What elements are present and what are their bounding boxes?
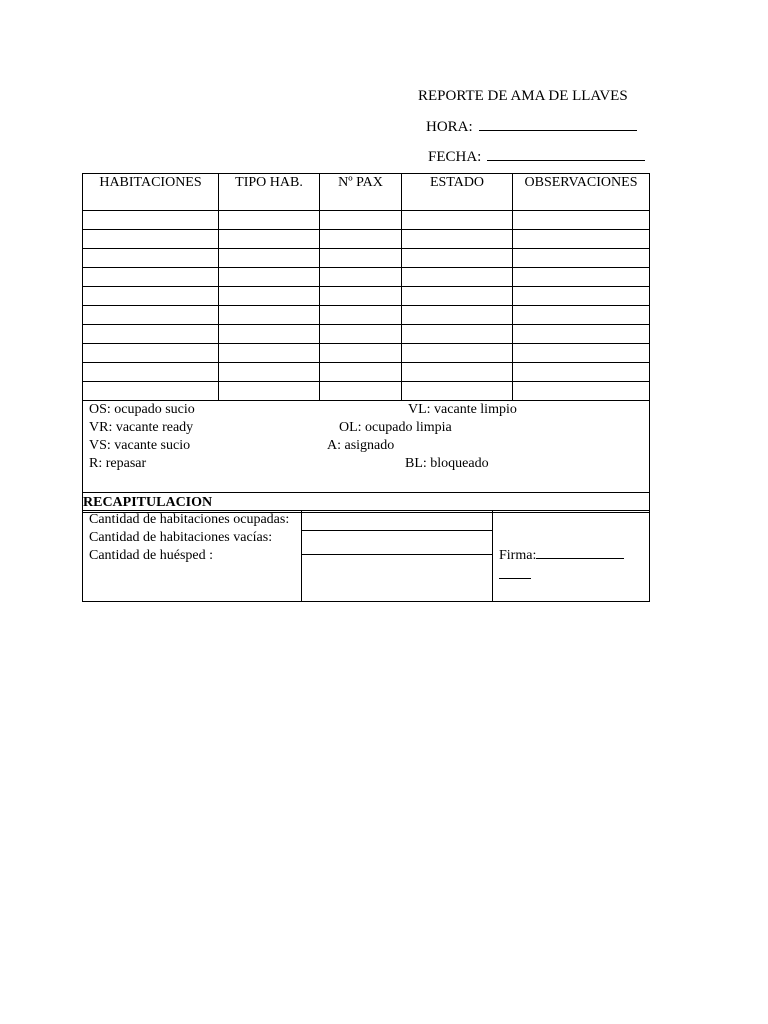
hora-blank-line[interactable]	[479, 117, 637, 131]
recap-guests-value[interactable]	[302, 555, 492, 601]
legend-a: A: asignado	[327, 438, 395, 453]
fecha-label: FECHA:	[428, 149, 482, 165]
table-cell[interactable]	[513, 382, 650, 401]
table-cell[interactable]	[83, 344, 219, 363]
col-header-n-pax: Nº PAX	[320, 174, 402, 211]
table-cell[interactable]	[320, 382, 402, 401]
legend-row	[83, 401, 650, 493]
table-cell[interactable]	[320, 249, 402, 268]
col-header-tipo-hab: TIPO HAB.	[219, 174, 320, 211]
table-cell[interactable]	[513, 211, 650, 230]
table-cell[interactable]	[320, 211, 402, 230]
table-row	[83, 268, 650, 287]
recap-occupied-label: Cantidad de habitaciones ocupadas:	[89, 512, 290, 527]
recap-labels	[83, 511, 302, 602]
table-cell[interactable]	[402, 363, 513, 382]
recap-occupied-value[interactable]	[302, 511, 492, 531]
table-row	[83, 325, 650, 344]
table-row	[83, 249, 650, 268]
table-cell[interactable]	[320, 268, 402, 287]
table-body	[83, 211, 650, 401]
recap-values	[302, 511, 493, 602]
recap-empty-value[interactable]	[302, 531, 492, 555]
table-cell[interactable]	[402, 268, 513, 287]
table-cell[interactable]	[320, 325, 402, 344]
recap-empty-label: Cantidad de habitaciones vacías:	[89, 530, 273, 545]
table-row	[83, 382, 650, 401]
recap-guests-label: Cantidad de huésped :	[89, 548, 214, 563]
table-cell[interactable]	[320, 287, 402, 306]
recap-title: RECAPITULACION	[83, 493, 650, 513]
table-cell[interactable]	[83, 249, 219, 268]
table-row	[83, 230, 650, 249]
legend-r: R: repasar	[89, 456, 147, 471]
table-cell[interactable]	[513, 249, 650, 268]
table-cell[interactable]	[83, 230, 219, 249]
table-row	[83, 306, 650, 325]
table-cell[interactable]	[513, 363, 650, 382]
table-cell[interactable]	[83, 211, 219, 230]
table-cell[interactable]	[402, 211, 513, 230]
table-row	[83, 287, 650, 306]
col-header-observaciones: OBSERVACIONES	[513, 174, 650, 211]
table-cell[interactable]	[219, 211, 320, 230]
table-cell[interactable]	[83, 382, 219, 401]
table-cell[interactable]	[219, 306, 320, 325]
signature-line[interactable]	[536, 545, 624, 559]
legend-vr: VR: vacante ready	[89, 420, 194, 435]
table-cell[interactable]	[402, 382, 513, 401]
table-cell[interactable]	[513, 268, 650, 287]
hora-label: HORA:	[426, 119, 473, 135]
table-cell[interactable]	[83, 268, 219, 287]
table-cell[interactable]	[320, 344, 402, 363]
table-cell[interactable]	[219, 230, 320, 249]
legend-ol: OL: ocupado limpia	[339, 420, 452, 435]
table-cell[interactable]	[402, 230, 513, 249]
legend-vl: VL: vacante limpio	[408, 402, 517, 417]
col-header-estado: ESTADO	[402, 174, 513, 211]
table-cell[interactable]	[320, 230, 402, 249]
fecha-field[interactable]	[428, 147, 645, 165]
table-cell[interactable]	[83, 306, 219, 325]
table-cell[interactable]	[219, 382, 320, 401]
table-cell[interactable]	[219, 325, 320, 344]
signature-label: Firma:	[499, 548, 537, 563]
fecha-blank-line[interactable]	[487, 147, 645, 161]
table-cell[interactable]	[513, 325, 650, 344]
table-cell[interactable]	[402, 287, 513, 306]
legend-bl: BL: bloqueado	[405, 456, 489, 471]
table-row	[83, 363, 650, 382]
table-cell[interactable]	[402, 325, 513, 344]
table-cell[interactable]	[513, 287, 650, 306]
table-cell[interactable]	[219, 287, 320, 306]
hora-field[interactable]	[426, 117, 637, 135]
legend-vs: VS: vacante sucio	[89, 438, 191, 453]
table-cell[interactable]	[513, 230, 650, 249]
table-cell[interactable]	[402, 306, 513, 325]
table-cell[interactable]	[219, 249, 320, 268]
table-cell[interactable]	[320, 363, 402, 382]
housekeeping-table	[82, 173, 650, 513]
legend-cell	[83, 401, 650, 493]
report-title: REPORTE DE AMA DE LLAVES	[418, 88, 628, 104]
table-row	[83, 211, 650, 230]
table-cell[interactable]	[320, 306, 402, 325]
table-cell[interactable]	[513, 344, 650, 363]
table-cell[interactable]	[219, 268, 320, 287]
table-header-row	[83, 174, 650, 211]
table-cell[interactable]	[219, 363, 320, 382]
table-cell[interactable]	[83, 325, 219, 344]
table-cell[interactable]	[83, 287, 219, 306]
recap-row	[83, 511, 650, 602]
signature-line-continued[interactable]	[499, 565, 531, 579]
signature-cell[interactable]	[493, 511, 650, 602]
table-row	[83, 344, 650, 363]
table-cell[interactable]	[402, 344, 513, 363]
table-cell[interactable]	[219, 344, 320, 363]
table-cell[interactable]	[513, 306, 650, 325]
legend-os: OS: ocupado sucio	[89, 402, 195, 417]
col-header-habitaciones: HABITACIONES	[83, 174, 219, 211]
recap-table	[82, 510, 650, 602]
table-cell[interactable]	[83, 363, 219, 382]
table-cell[interactable]	[402, 249, 513, 268]
